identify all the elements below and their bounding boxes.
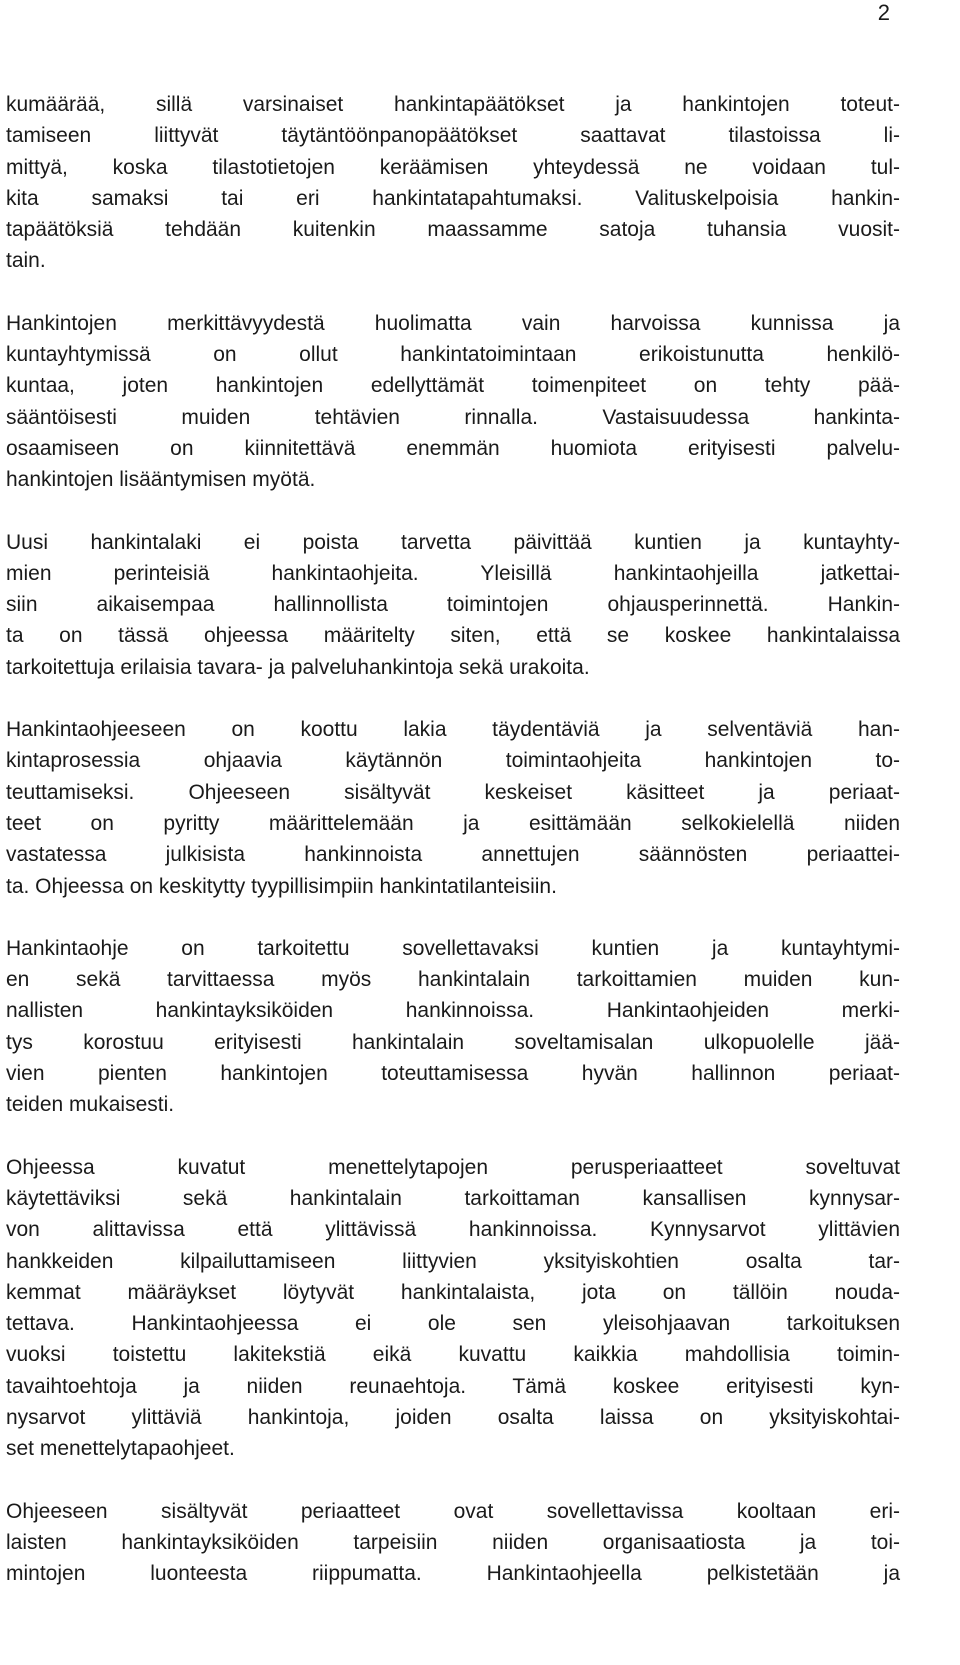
text-line: ta on tässä ohjeessa määritelty siten, että se koskee hankintalaissa (6, 624, 900, 648)
text-line: Uusi hankintalaki ei poista tarvetta päivittää kuntien ja kuntayhty- (6, 530, 900, 554)
text-line: kumäärää, sillä varsinaiset hankintapäätökset ja hankintojen toteut- (6, 93, 900, 116)
text-line: laisten hankintayksiköiden tarpeisiin niiden organisaatiosta ja toi- (6, 1530, 900, 1554)
text-line: mittyä, koska tilastotietojen keräämisen yhteydessä ne voidaan tul- (6, 155, 900, 179)
text-line: von alittavissa että ylittävissä hankinnoissa. Kynnysarvot ylittävien (6, 1218, 900, 1242)
text-line: osaamiseen on kiinnitettävä enemmän huomiota erityisesti palvelu- (6, 436, 900, 460)
text-line: vuoksi toistettu lakitekstiä eikä kuvattu kaikkia mahdollisia toimin- (6, 1343, 900, 1367)
paragraph (6, 308, 900, 496)
text-line: tamiseen liittyvät täytäntöönpanopäätökset saattavat tilastoissa li- (6, 124, 900, 148)
text-line: mintojen luonteesta riippumatta. Hankintaohjeella pelkistetään ja (6, 1562, 900, 1586)
text-line: nallisten hankintayksiköiden hankinnoissa. Hankintaohjeiden merki- (6, 999, 900, 1023)
text-line: Ohjeessa kuvatut menettelytapojen perusperiaatteet soveltuvat (6, 1155, 900, 1179)
text-line: käytettäviksi sekä hankintalain tarkoittaman kansallisen kynnysar- (6, 1186, 900, 1210)
text-line: kita samaksi tai eri hankintatapahtumaksi. Valituskelpoisia hankin- (6, 186, 900, 210)
text-line: tys korostuu erityisesti hankintalain soveltamisalan ulkopuolelle jää- (6, 1030, 900, 1054)
paragraph (6, 1152, 900, 1465)
paragraph (6, 89, 900, 277)
paragraph (6, 933, 900, 1121)
text-line: Ohjeeseen sisältyvät periaatteet ovat sovellettavissa kooltaan eri- (6, 1499, 900, 1523)
body-text (6, 89, 900, 1620)
paragraph (6, 714, 900, 902)
text-line: tain. (6, 249, 46, 273)
text-line: Hankintaohjeeseen on koottu lakia täydentäviä ja selventäviä han- (6, 718, 900, 742)
text-line: hankintojen lisääntymisen myötä. (6, 468, 316, 492)
text-line: teet on pyritty määrittelemään ja esittämään selkokielellä niiden (6, 811, 900, 835)
text-line: kemmat määräykset löytyvät hankintalaista, jota on tällöin nouda- (6, 1280, 900, 1304)
text-line: siin aikaisempaa hallinnollista toimintojen ohjausperinnettä. Hankin- (6, 593, 900, 617)
text-line: vastatessa julkisista hankinnoista annettujen säännösten periaattei- (6, 843, 900, 867)
text-line: Hankintaohje on tarkoitettu sovellettavaksi kuntien ja kuntayhtymi- (6, 936, 900, 960)
text-line: tettava. Hankintaohjeessa ei ole sen yleisohjaavan tarkoituksen (6, 1312, 900, 1336)
text-line: tarkoitettuja erilaisia tavara- ja palveluhankintoja sekä urakoita. (6, 655, 590, 679)
paragraph (6, 527, 900, 683)
text-line: sääntöisesti muiden tehtävien rinnalla. Vastaisuudessa hankinta- (6, 405, 900, 429)
text-line: vien pienten hankintojen toteuttamisessa hyvän hallinnon periaat- (6, 1062, 900, 1086)
text-line: tapäätöksiä tehdään kuitenkin maassamme satoja tuhansia vuosit- (6, 218, 900, 242)
page-number: 2 (877, 0, 890, 25)
text-line: nysarvot ylittäviä hankintoja, joiden osalta laissa on yksityiskohtai- (6, 1405, 900, 1429)
text-line: kuntaa, joten hankintojen edellyttämät toimenpiteet on tehty pää- (6, 374, 900, 398)
text-line: tavaihtoehtoja ja niiden reunaehtoja. Tämä koskee erityisesti kyn- (6, 1374, 900, 1398)
text-line: en sekä tarvittaessa myös hankintalain tarkoittamien muiden kun- (6, 968, 900, 992)
text-line: Hankintojen merkittävyydestä huolimatta vain harvoissa kunnissa ja (6, 311, 900, 335)
paragraph (6, 1496, 900, 1590)
text-line: mien perinteisiä hankintaohjeita. Yleisillä hankintaohjeilla jatkettai- (6, 561, 900, 585)
text-line: teuttamiseksi. Ohjeeseen sisältyvät keskeiset käsitteet ja periaat- (6, 780, 900, 804)
text-line: teiden mukaisesti. (6, 1093, 175, 1117)
text-line: hankkeiden kilpailuttamiseen liittyvien yksityiskohtien osalta tar- (6, 1249, 900, 1273)
text-line: ta. Ohjeessa on keskitytty tyypillisimpiin hankintatilanteisiin. (6, 874, 557, 898)
text-line: set menettelytapaohjeet. (6, 1437, 235, 1461)
text-line: kuntayhtymissä on ollut hankintatoimintaan erikoistunutta henkilö- (6, 343, 900, 367)
text-line: kintaprosessia ohjaavia käytännön toimintaohjeita hankintojen to- (6, 749, 900, 773)
